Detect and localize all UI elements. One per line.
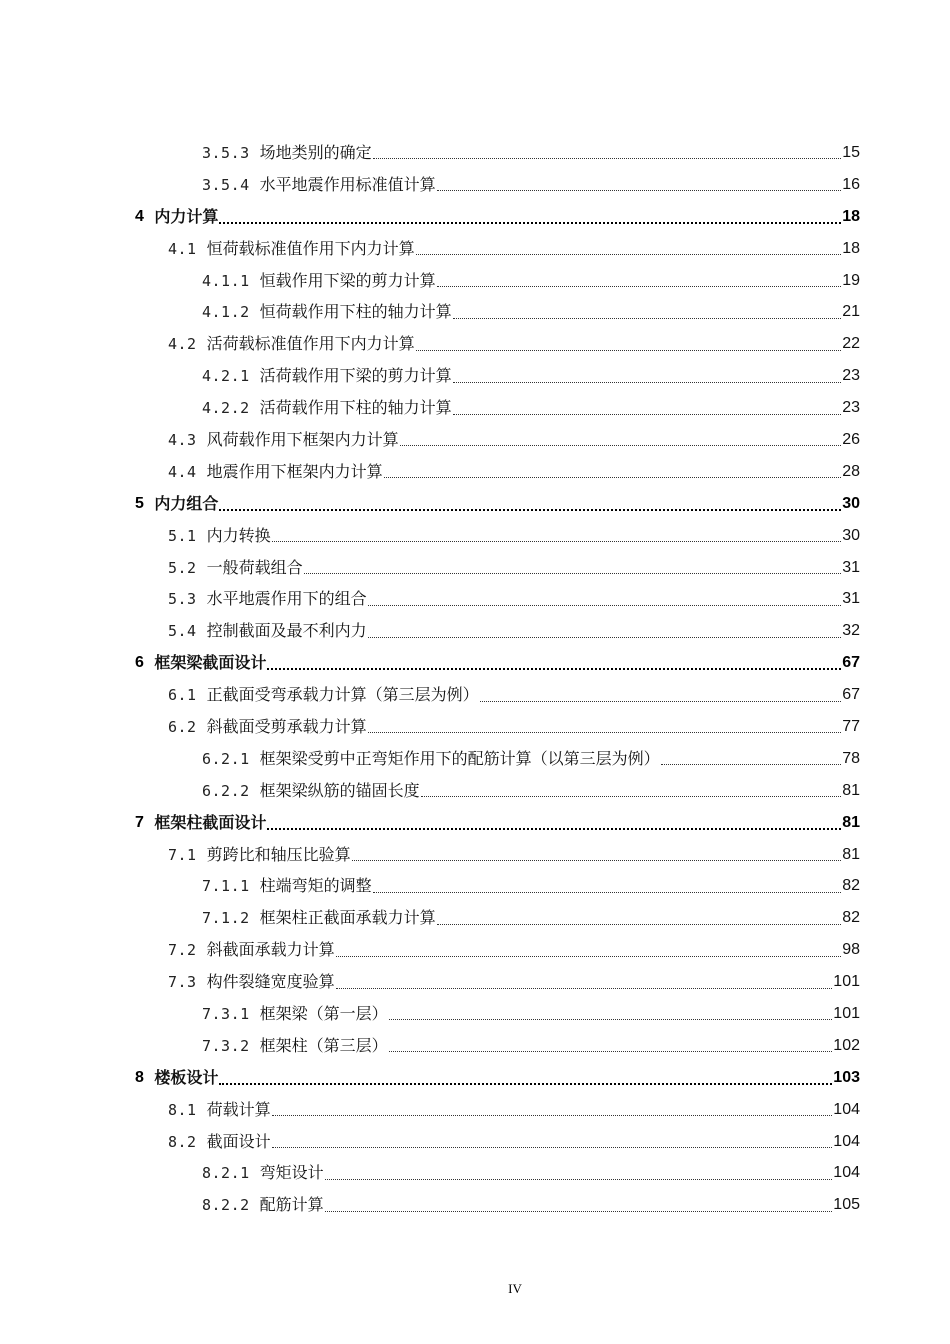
toc-entry[interactable] (0, 233, 860, 265)
toc-entry-number: 8 (135, 1068, 145, 1086)
toc-dot-leader (389, 1019, 833, 1020)
toc-entry[interactable] (0, 1126, 860, 1158)
toc-dot-leader (368, 732, 842, 733)
toc-entry[interactable] (0, 552, 860, 584)
toc-entry-title: 场地类别的确定 (259, 142, 372, 162)
toc-dot-leader (416, 350, 842, 351)
toc-entry-number: 7.1.1 (202, 877, 250, 896)
toc-entry-title: 水平地震作用下的组合 (206, 589, 367, 609)
toc-entry-number: 5 (135, 494, 145, 512)
toc-dot-leader (219, 509, 841, 511)
toc-entry[interactable] (0, 1189, 860, 1221)
toc-entry-page: 22 (842, 335, 860, 353)
table-of-contents (0, 137, 950, 1221)
toc-entry-page: 101 (833, 1004, 860, 1022)
toc-entry-title: 截面设计 (206, 1131, 271, 1151)
toc-entry-title: 地震作用下框架内力计算 (206, 461, 383, 481)
toc-entry-title: 控制截面及最不利内力 (206, 621, 367, 641)
toc-entry-page: 81 (842, 845, 860, 863)
toc-entry-title: 框架柱正截面承载力计算 (259, 908, 436, 928)
toc-entry-title: 斜截面受剪承载力计算 (206, 716, 367, 736)
toc-entry-number: 4.4 (168, 462, 197, 481)
page-number: IV (508, 1281, 522, 1296)
toc-entry-number: 8.2 (168, 1132, 197, 1151)
toc-entry-number: 6 (135, 654, 145, 672)
toc-entry-page: 32 (842, 622, 860, 640)
toc-entry-number: 4.1 (168, 239, 197, 258)
toc-entry-number: 8.2.1 (202, 1164, 250, 1183)
toc-dot-leader (421, 796, 842, 797)
toc-entry-title: 斜截面承载力计算 (206, 940, 335, 960)
toc-dot-leader (389, 1051, 833, 1052)
toc-entry-title: 框架柱（第三层） (259, 1035, 388, 1055)
toc-chapter-entry[interactable] (0, 807, 860, 839)
toc-dot-leader (267, 828, 841, 830)
toc-entry-page: 98 (842, 941, 860, 959)
toc-entry-title: 恒荷载标准值作用下内力计算 (206, 238, 415, 258)
toc-entry-page: 82 (842, 877, 860, 895)
toc-entry-title: 恒荷载作用下柱的轴力计算 (259, 302, 452, 322)
toc-entry[interactable] (0, 1158, 860, 1190)
toc-entry-title: 配筋计算 (259, 1195, 324, 1215)
toc-entry-number: 4.2.1 (202, 367, 250, 386)
toc-entry[interactable] (0, 615, 860, 647)
toc-entry-page: 104 (833, 1132, 860, 1150)
toc-dot-leader (416, 254, 842, 255)
toc-entry-page: 103 (833, 1068, 860, 1086)
toc-dot-leader (219, 1083, 832, 1085)
toc-dot-leader (453, 382, 842, 383)
toc-entry-title: 框架梁截面设计 (154, 653, 267, 673)
toc-entry-page: 18 (842, 239, 860, 257)
toc-dot-leader (272, 1147, 833, 1148)
toc-entry[interactable] (0, 583, 860, 615)
toc-entry-page: 104 (833, 1164, 860, 1182)
toc-entry[interactable] (0, 870, 860, 902)
toc-entry-page: 30 (842, 494, 860, 512)
toc-entry-page: 21 (842, 303, 860, 321)
toc-entry-title: 柱端弯矩的调整 (259, 876, 372, 896)
toc-entry[interactable] (0, 743, 860, 775)
toc-entry-number: 4 (135, 207, 145, 225)
toc-dot-leader (437, 190, 842, 191)
toc-entry-page: 104 (833, 1100, 860, 1118)
toc-entry-number: 6.1 (168, 686, 197, 705)
toc-entry[interactable] (0, 1094, 860, 1126)
toc-entry-page: 23 (842, 367, 860, 385)
toc-entry-page: 31 (842, 558, 860, 576)
toc-entry-title: 活荷载作用下梁的剪力计算 (259, 366, 452, 386)
toc-entry[interactable] (0, 934, 860, 966)
toc-dot-leader (352, 860, 842, 861)
toc-entry-page: 30 (842, 526, 860, 544)
toc-entry[interactable] (0, 902, 860, 934)
toc-entry-page: 82 (842, 909, 860, 927)
toc-entry[interactable] (0, 169, 860, 201)
toc-chapter-entry[interactable] (0, 647, 860, 679)
toc-entry-number: 7.2 (168, 941, 197, 960)
toc-entry-page: 77 (842, 717, 860, 735)
toc-dot-leader (373, 892, 842, 893)
toc-entry-title: 剪跨比和轴压比验算 (206, 844, 351, 864)
toc-entry-title: 恒载作用下梁的剪力计算 (259, 270, 436, 290)
toc-dot-leader (437, 924, 842, 925)
toc-entry-number: 7.3 (168, 973, 197, 992)
toc-entry-number: 7.1 (168, 845, 197, 864)
toc-entry[interactable] (0, 296, 860, 328)
toc-entry-number: 6.2.1 (202, 749, 250, 768)
toc-entry-page: 23 (842, 399, 860, 417)
toc-entry[interactable] (0, 998, 860, 1030)
toc-entry-number: 5.1 (168, 526, 197, 545)
toc-entry-number: 6.2.2 (202, 781, 250, 800)
toc-dot-leader (336, 956, 842, 957)
toc-dot-leader (219, 222, 841, 224)
toc-dot-leader (384, 477, 842, 478)
toc-entry[interactable] (0, 265, 860, 297)
toc-entry-title: 内力转换 (206, 525, 271, 545)
toc-dot-leader (453, 414, 842, 415)
toc-entry-number: 7.3.2 (202, 1036, 250, 1055)
toc-entry-page: 28 (842, 462, 860, 480)
toc-entry-number: 8.2.2 (202, 1196, 250, 1215)
toc-chapter-entry[interactable] (0, 488, 860, 520)
toc-dot-leader (453, 318, 842, 319)
toc-entry[interactable] (0, 679, 860, 711)
toc-entry-title: 框架柱截面设计 (154, 812, 267, 832)
toc-entry[interactable] (0, 520, 860, 552)
toc-dot-leader (373, 158, 842, 159)
toc-entry-page: 16 (842, 175, 860, 193)
toc-entry-number: 8.1 (168, 1100, 197, 1119)
toc-entry-number: 3.5.4 (202, 175, 250, 194)
toc-dot-leader (368, 605, 842, 606)
toc-entry-page: 102 (833, 1036, 860, 1054)
toc-entry-title: 弯矩设计 (259, 1163, 324, 1183)
toc-entry-page: 15 (842, 143, 860, 161)
toc-entry-page: 81 (842, 781, 860, 799)
toc-dot-leader (272, 1115, 833, 1116)
toc-entry-title: 内力组合 (154, 493, 219, 513)
toc-entry-title: 框架梁（第一层） (259, 1003, 388, 1023)
toc-entry-title: 活荷载标准值作用下内力计算 (206, 334, 415, 354)
toc-dot-leader (272, 541, 842, 542)
toc-entry-title: 一般荷载组合 (206, 557, 303, 577)
toc-entry-page: 67 (842, 654, 860, 672)
toc-entry[interactable] (0, 1030, 860, 1062)
toc-dot-leader (661, 764, 842, 765)
toc-entry-number: 7.1.2 (202, 909, 250, 928)
toc-entry-number: 3.5.3 (202, 143, 250, 162)
toc-entry-number: 7.3.1 (202, 1004, 250, 1023)
toc-entry[interactable] (0, 839, 860, 871)
toc-entry-title: 内力计算 (154, 206, 219, 226)
toc-entry[interactable] (0, 966, 860, 998)
toc-entry-page: 81 (842, 813, 860, 831)
toc-entry-number: 4.1.2 (202, 303, 250, 322)
toc-chapter-entry[interactable] (0, 1062, 860, 1094)
toc-entry[interactable] (0, 456, 860, 488)
toc-entry[interactable] (0, 137, 860, 169)
toc-entry-page: 67 (842, 686, 860, 704)
toc-entry-title: 楼板设计 (154, 1067, 219, 1087)
toc-entry-page: 18 (842, 207, 860, 225)
toc-dot-leader (400, 445, 842, 446)
toc-entry-number: 4.2 (168, 335, 197, 354)
toc-entry-number: 7 (135, 813, 145, 831)
toc-entry-number: 4.1.1 (202, 271, 250, 290)
toc-dot-leader (304, 573, 842, 574)
toc-entry-number: 4.2.2 (202, 399, 250, 418)
toc-entry-number: 4.3 (168, 430, 197, 449)
toc-entry-page: 31 (842, 590, 860, 608)
toc-entry-page: 101 (833, 973, 860, 991)
toc-dot-leader (480, 701, 842, 702)
toc-entry-number: 5.3 (168, 590, 197, 609)
toc-entry-title: 构件裂缝宽度验算 (206, 972, 335, 992)
toc-entry-title: 荷载计算 (206, 1099, 271, 1119)
toc-entry[interactable] (0, 392, 860, 424)
toc-dot-leader (336, 988, 833, 989)
toc-entry[interactable] (0, 775, 860, 807)
toc-entry-title: 活荷载作用下柱的轴力计算 (259, 398, 452, 418)
toc-entry-number: 5.4 (168, 622, 197, 641)
toc-dot-leader (325, 1211, 833, 1212)
toc-entry-page: 105 (833, 1196, 860, 1214)
toc-chapter-entry[interactable] (0, 201, 860, 233)
toc-entry-number: 5.2 (168, 558, 197, 577)
toc-entry[interactable] (0, 328, 860, 360)
toc-entry-page: 19 (842, 271, 860, 289)
toc-entry-title: 正截面受弯承载力计算（第三层为例） (206, 685, 479, 705)
toc-entry[interactable] (0, 360, 860, 392)
toc-entry-title: 框架梁纵筋的锚固长度 (259, 780, 420, 800)
toc-dot-leader (368, 637, 842, 638)
toc-entry-title: 框架梁受剪中正弯矩作用下的配筋计算（以第三层为例） (259, 748, 660, 768)
toc-entry-number: 6.2 (168, 717, 197, 736)
toc-dot-leader (437, 286, 842, 287)
toc-entry-page: 78 (842, 749, 860, 767)
toc-dot-leader (325, 1179, 833, 1180)
toc-entry-title: 水平地震作用标准值计算 (259, 174, 436, 194)
toc-entry-title: 风荷载作用下框架内力计算 (206, 429, 399, 449)
toc-entry[interactable] (0, 711, 860, 743)
toc-dot-leader (267, 668, 841, 670)
toc-entry-page: 26 (842, 430, 860, 448)
toc-entry[interactable] (0, 424, 860, 456)
